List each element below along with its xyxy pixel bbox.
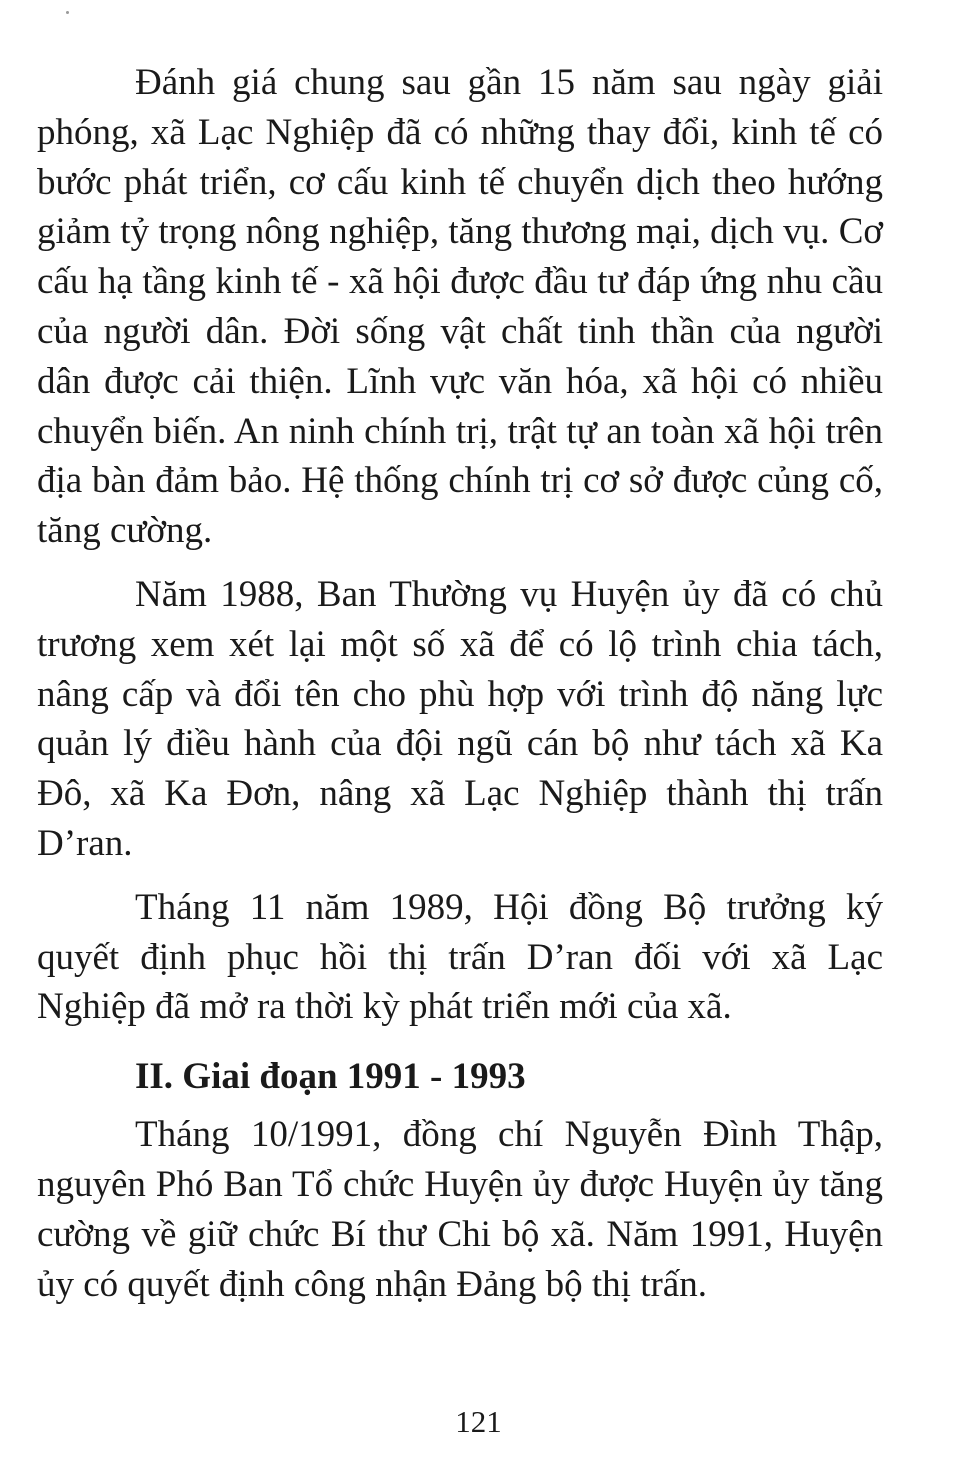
- scan-speck: [66, 11, 69, 14]
- paragraph-assessment: Đánh giá chung sau gần 15 năm sau ngày giải phóng, xã Lạc Nghiệp đã có những thay đổi, kinh tế có bước phát triển, cơ cấu kinh tế chuyển dịch theo hướng giảm tỷ trọng nông nghiệp, tăng thương mại, dịch vụ. Cơ cấu hạ tầng kinh tế - xã hội được đầu tư đáp ứng nhu cầu của người dân. Đời sống vật chất tinh thần của người dân được cải thiện. Lĩnh vực văn hóa, xã hội có nhiều chuyển biến. An ninh chính trị, trật tự an toàn xã hội trên địa bàn đảm bảo. Hệ thống chính trị cơ sở được củng cố, tăng cường.: [37, 62, 883, 552]
- paragraph-1989-decision: Tháng 11 năm 1989, Hội đồng Bộ trưởng ký quyết định phục hồi thị trấn D’ran đối với xã Lạc Nghiệp đã mở ra thời kỳ phát triển mới của xã.: [37, 886, 883, 1028]
- page-number: 121: [455, 1404, 502, 1439]
- paragraph-1991: Tháng 10/1991, đồng chí Nguyễn Đình Thập, nguyên Phó Ban Tổ chức Huyện ủy được Huyện ủy tăng cường về giữ chức Bí thư Chi bộ xã. Năm 1991, Huyện ủy có quyết định công nhận Đảng bộ thị trấn.: [37, 1114, 883, 1305]
- section-heading: II. Giai đoạn 1991 - 1993: [135, 1056, 526, 1098]
- document-page: [37, 58, 883, 1309]
- paragraph-1988-plan: Năm 1988, Ban Thường vụ Huyện ủy đã có chủ trương xem xét lại một số xã để có lộ trình chia tách, nâng cấp và đổi tên cho phù hợp với trình độ năng lực quản lý điều hành của đội ngũ cán bộ như tách xã Ka Đô, xã Ka Đơn, nâng xã Lạc Nghiệp thành thị trấn D’ran.: [37, 573, 883, 864]
